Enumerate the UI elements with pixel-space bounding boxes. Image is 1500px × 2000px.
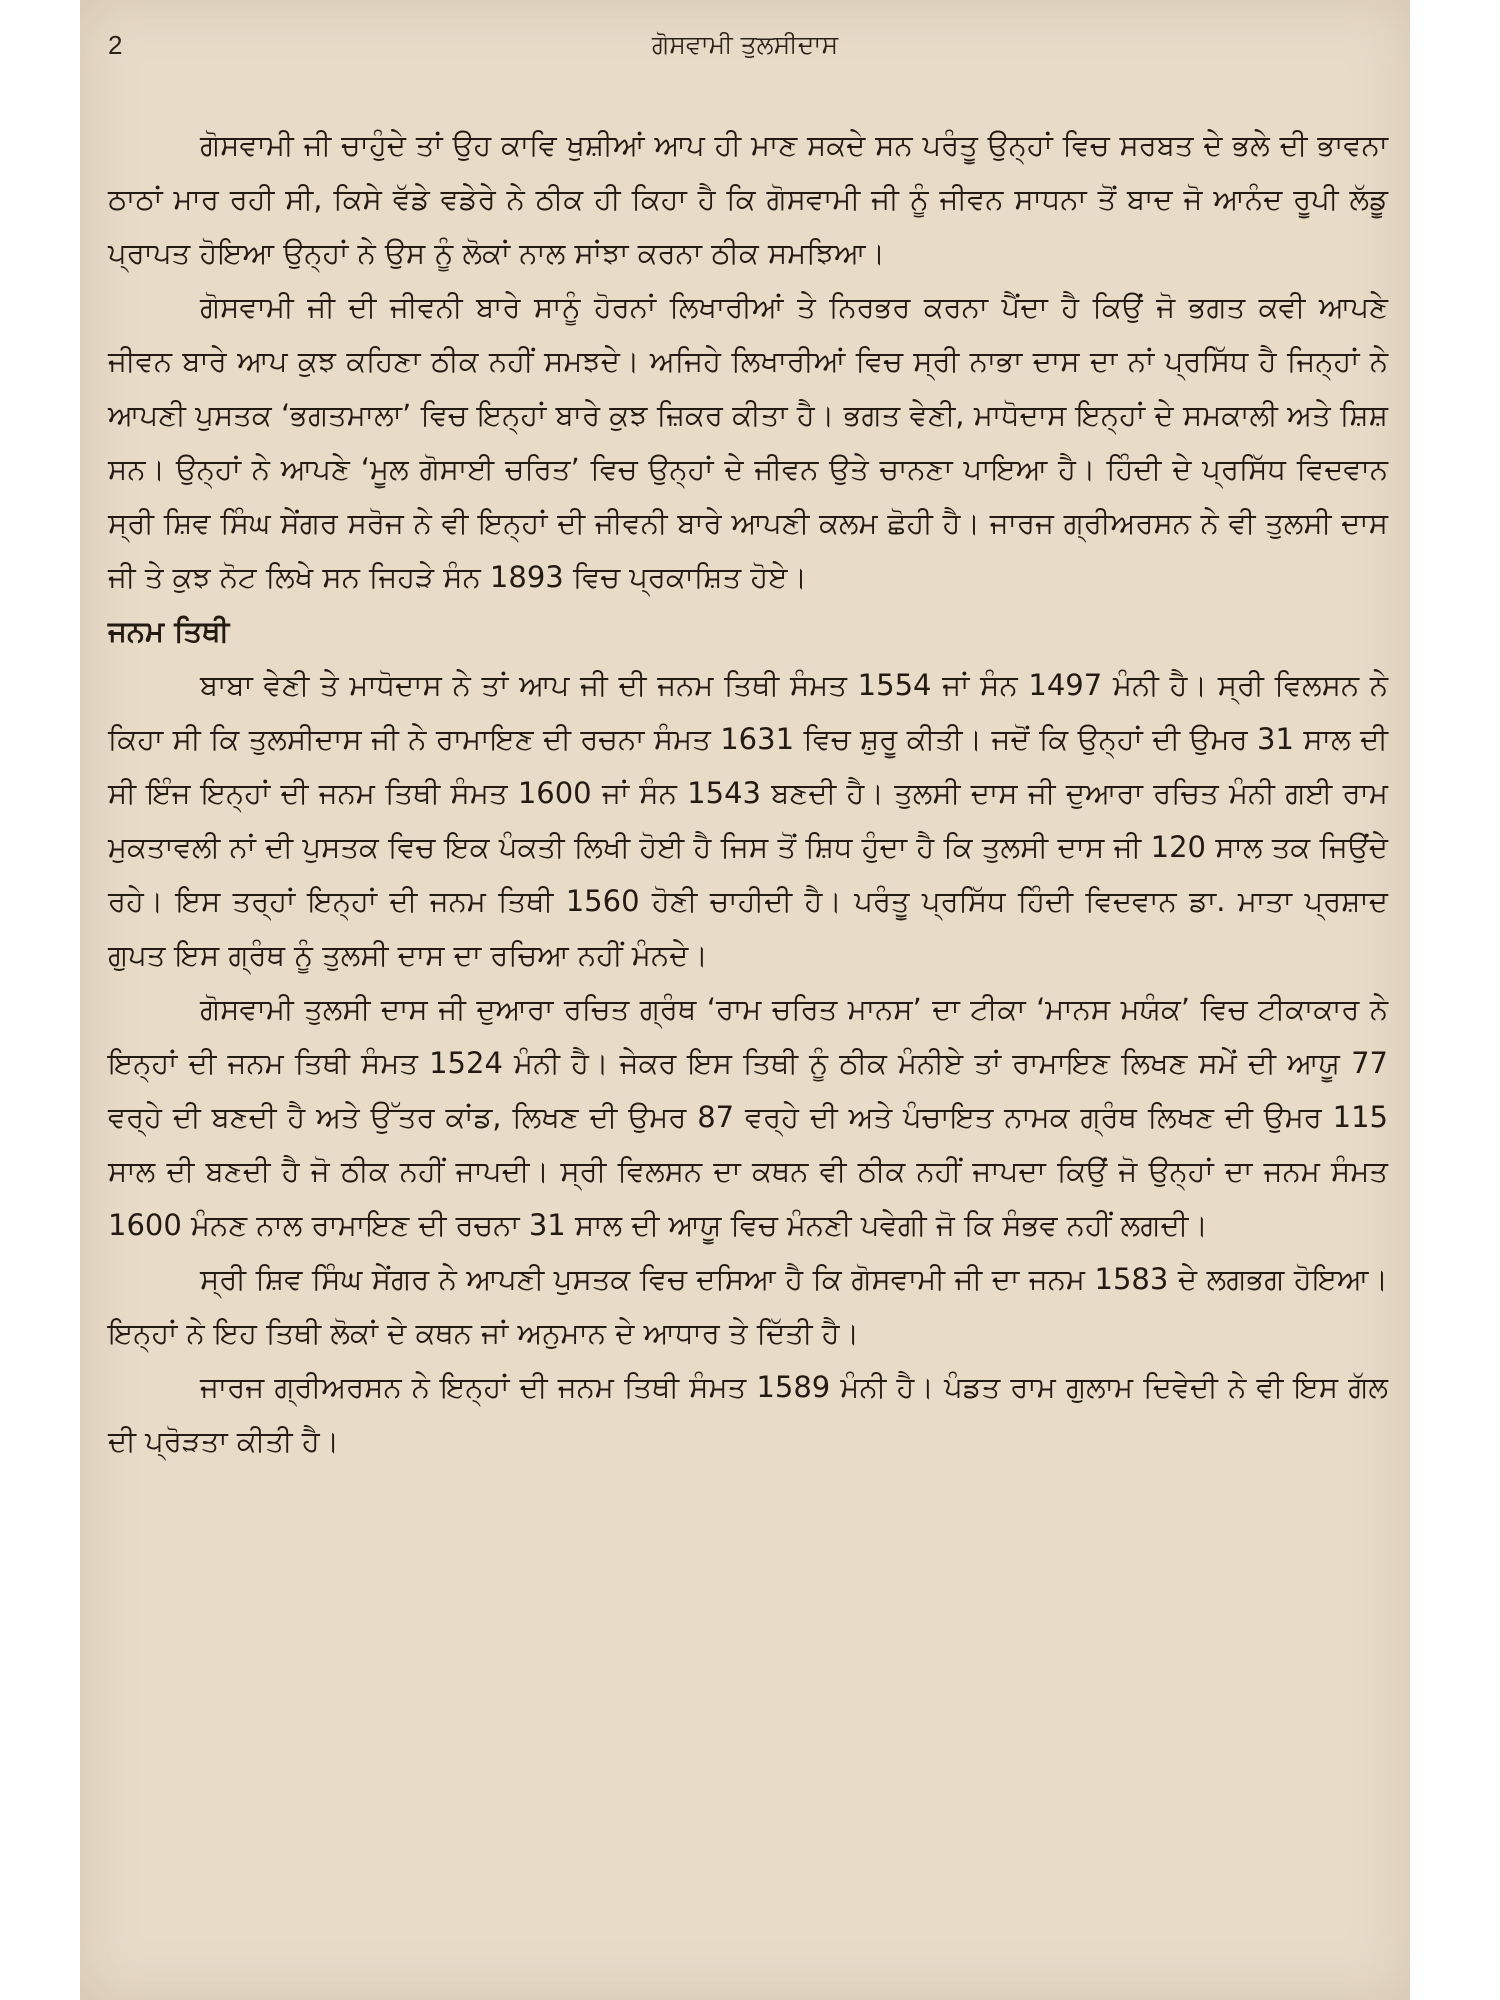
paragraph: ਗੋਸਵਾਮੀ ਤੁਲਸੀ ਦਾਸ ਜੀ ਦੁਆਰਾ ਰਚਿਤ ਗ੍ਰੰਥ ‘ਰਾਮ ਚਰਿਤ ਮਾਨਸ’ ਦਾ ਟੀਕਾ ‘ਮਾਨਸ ਮਯੰਕ’ ਵਿਚ ਟੀਕਾਕਾਰ ਨੇ ਇਨ੍ਹਾਂ ਦੀ ਜਨਮ ਤਿਥੀ ਸੰਮਤ 1524 ਮੰਨੀ ਹੈ। ਜੇਕਰ ਇਸ ਤਿਥੀ ਨੂੰ ਠੀਕ ਮੰਨੀਏ ਤਾਂ ਰਾਮਾਇਣ ਲਿਖਣ ਸਮੇਂ ਦੀ ਆਯੂ 77 ਵਰ੍ਹੇ ਦੀ ਬਣਦੀ ਹੈ ਅਤੇ ਉੱਤਰ ਕਾਂਡ, ਲਿਖਣ ਦੀ ਉਮਰ 87 ਵਰ੍ਹੇ ਦੀ ਅਤੇ ਪੰਚਾਇਤ ਨਾਮਕ ਗ੍ਰੰਥ ਲਿਖਣ ਦੀ ਉਮਰ 115 ਸਾਲ ਦੀ ਬਣਦੀ ਹੈ ਜੋ ਠੀਕ ਨਹੀਂ ਜਾਪਦੀ। ਸ੍ਰੀ ਵਿਲਸਨ ਦਾ ਕਥਨ ਵੀ ਠੀਕ ਨਹੀਂ ਜਾਪਦਾ ਕਿਉਂ ਜੋ ਉਨ੍ਹਾਂ ਦਾ ਜਨਮ ਸੰਮਤ 1600 ਮੰਨਣ ਨਾਲ ਰਾਮਾਇਣ ਦੀ ਰਚਨਾ 31 ਸਾਲ ਦੀ ਆਯੂ ਵਿਚ ਮੰਨਣੀ ਪਵੇਗੀ ਜੋ ਕਿ ਸੰਭਵ ਨਹੀਂ ਲਗਦੀ।: [108, 992, 1388, 1242]
scanned-page: [80, 0, 1410, 2000]
page-number: 2: [108, 30, 123, 60]
page-header: [80, 30, 1410, 70]
section-heading: ਜਨਮ ਤਿਥੀ: [108, 614, 230, 648]
paragraph: ਸ੍ਰੀ ਸ਼ਿਵ ਸਿੰਘ ਸੇਂਗਰ ਨੇ ਆਪਣੀ ਪੁਸਤਕ ਵਿਚ ਦਸਿਆ ਹੈ ਕਿ ਗੋਸਵਾਮੀ ਜੀ ਦਾ ਜਨਮ 1583 ਦੇ ਲਗਭਗ ਹੋਇਆ। ਇਨ੍ਹਾਂ ਨੇ ਇਹ ਤਿਥੀ ਲੋਕਾਂ ਦੇ ਕਥਨ ਜਾਂ ਅਨੁਮਾਨ ਦੇ ਆਧਾਰ ਤੇ ਦਿੱਤੀ ਹੈ।: [108, 1262, 1388, 1350]
paragraph: ਗੋਸਵਾਮੀ ਜੀ ਚਾਹੁੰਦੇ ਤਾਂ ਉਹ ਕਾਵਿ ਖੁਸ਼ੀਆਂ ਆਪ ਹੀ ਮਾਣ ਸਕਦੇ ਸਨ ਪਰੰਤੂ ਉਨ੍ਹਾਂ ਵਿਚ ਸਰਬਤ ਦੇ ਭਲੇ ਦੀ ਭਾਵਨਾ ਠਾਠਾਂ ਮਾਰ ਰਹੀ ਸੀ, ਕਿਸੇ ਵੱਡੇ ਵਡੇਰੇ ਨੇ ਠੀਕ ਹੀ ਕਿਹਾ ਹੈ ਕਿ ਗੋਸਵਾਮੀ ਜੀ ਨੂੰ ਜੀਵਨ ਸਾਧਨਾ ਤੋਂ ਬਾਦ ਜੋ ਆਨੰਦ ਰੂਪੀ ਲੱਡੂ ਪ੍ਰਾਪਤ ਹੋਇਆ ਉਨ੍ਹਾਂ ਨੇ ਉਸ ਨੂੰ ਲੋਕਾਂ ਨਾਲ ਸਾਂਝਾ ਕਰਨਾ ਠੀਕ ਸਮਝਿਆ।: [108, 128, 1388, 270]
paragraph: ਗੋਸਵਾਮੀ ਜੀ ਦੀ ਜੀਵਨੀ ਬਾਰੇ ਸਾਨੂੰ ਹੋਰਨਾਂ ਲਿਖਾਰੀਆਂ ਤੇ ਨਿਰਭਰ ਕਰਨਾ ਪੈਂਦਾ ਹੈ ਕਿਉਂ ਜੋ ਭਗਤ ਕਵੀ ਆਪਣੇ ਜੀਵਨ ਬਾਰੇ ਆਪ ਕੁਝ ਕਹਿਣਾ ਠੀਕ ਨਹੀਂ ਸਮਝਦੇ। ਅਜਿਹੇ ਲਿਖਾਰੀਆਂ ਵਿਚ ਸ੍ਰੀ ਨਾਭਾ ਦਾਸ ਦਾ ਨਾਂ ਪ੍ਰਸਿੱਧ ਹੈ ਜਿਨ੍ਹਾਂ ਨੇ ਆਪਣੀ ਪੁਸਤਕ ‘ਭਗਤਮਾਲਾ’ ਵਿਚ ਇਨ੍ਹਾਂ ਬਾਰੇ ਕੁਝ ਜ਼ਿਕਰ ਕੀਤਾ ਹੈ। ਭਗਤ ਵੇਣੀ, ਮਾਧੋਦਾਸ ਇਨ੍ਹਾਂ ਦੇ ਸਮਕਾਲੀ ਅਤੇ ਸ਼ਿਸ਼ ਸਨ। ਉਨ੍ਹਾਂ ਨੇ ਆਪਣੇ ‘ਮੂਲ ਗੋਸਾਈ ਚਰਿਤ’ ਵਿਚ ਉਨ੍ਹਾਂ ਦੇ ਜੀਵਨ ਉਤੇ ਚਾਨਣਾ ਪਾਇਆ ਹੈ। ਹਿੰਦੀ ਦੇ ਪ੍ਰਸਿੱਧ ਵਿਦਵਾਨ ਸ੍ਰੀ ਸ਼ਿਵ ਸਿੰਘ ਸੇਂਗਰ ਸਰੋਜ ਨੇ ਵੀ ਇਨ੍ਹਾਂ ਦੀ ਜੀਵਨੀ ਬਾਰੇ ਆਪਣੀ ਕਲਮ ਛੋਹੀ ਹੈ। ਜਾਰਜ ਗ੍ਰੀਅਰਸਨ ਨੇ ਵੀ ਤੁਲਸੀ ਦਾਸ ਜੀ ਤੇ ਕੁਝ ਨੋਟ ਲਿਖੇ ਸਨ ਜਿਹੜੇ ਸੰਨ 1893 ਵਿਚ ਪ੍ਰਕਾਸ਼ਿਤ ਹੋਏ।: [108, 290, 1388, 594]
running-title: ਗੋਸਵਾਮੀ ਤੁਲਸੀਦਾਸ: [651, 30, 839, 59]
paragraph: ਬਾਬਾ ਵੇਣੀ ਤੇ ਮਾਧੋਦਾਸ ਨੇ ਤਾਂ ਆਪ ਜੀ ਦੀ ਜਨਮ ਤਿਥੀ ਸੰਮਤ 1554 ਜਾਂ ਸੰਨ 1497 ਮੰਨੀ ਹੈ। ਸ੍ਰੀ ਵਿਲਸਨ ਨੇ ਕਿਹਾ ਸੀ ਕਿ ਤੁਲਸੀਦਾਸ ਜੀ ਨੇ ਰਾਮਾਇਣ ਦੀ ਰਚਨਾ ਸੰਮਤ 1631 ਵਿਚ ਸ਼ੁਰੂ ਕੀਤੀ। ਜਦੋਂ ਕਿ ਉਨ੍ਹਾਂ ਦੀ ਉਮਰ 31 ਸਾਲ ਦੀ ਸੀ ਇੰਜ ਇਨ੍ਹਾਂ ਦੀ ਜਨਮ ਤਿਥੀ ਸੰਮਤ 1600 ਜਾਂ ਸੰਨ 1543 ਬਣਦੀ ਹੈ। ਤੁਲਸੀ ਦਾਸ ਜੀ ਦੁਆਰਾ ਰਚਿਤ ਮੰਨੀ ਗਈ ਰਾਮ ਮੁਕਤਾਵਲੀ ਨਾਂ ਦੀ ਪੁਸਤਕ ਵਿਚ ਇਕ ਪੰਕਤੀ ਲਿਖੀ ਹੋਈ ਹੈ ਜਿਸ ਤੋਂ ਸ਼ਿਧ ਹੁੰਦਾ ਹੈ ਕਿ ਤੁਲਸੀ ਦਾਸ ਜੀ 120 ਸਾਲ ਤਕ ਜਿਉਂਦੇ ਰਹੇ। ਇਸ ਤਰ੍ਹਾਂ ਇਨ੍ਹਾਂ ਦੀ ਜਨਮ ਤਿਥੀ 1560 ਹੋਣੀ ਚਾਹੀਦੀ ਹੈ। ਪਰੰਤੂ ਪ੍ਰਸਿੱਧ ਹਿੰਦੀ ਵਿਦਵਾਨ ਡਾ. ਮਾਤਾ ਪ੍ਰਸ਼ਾਦ ਗੁਪਤ ਇਸ ਗ੍ਰੰਥ ਨੂੰ ਤੁਲਸੀ ਦਾਸ ਦਾ ਰਚਿਆ ਨਹੀਂ ਮੰਨਦੇ।: [108, 668, 1388, 972]
paragraph: ਜਾਰਜ ਗ੍ਰੀਅਰਸਨ ਨੇ ਇਨ੍ਹਾਂ ਦੀ ਜਨਮ ਤਿਥੀ ਸੰਮਤ 1589 ਮੰਨੀ ਹੈ। ਪੰਡਤ ਰਾਮ ਗੁਲਾਮ ਦਿਵੇਦੀ ਨੇ ਵੀ ਇਸ ਗੱਲ ਦੀ ਪ੍ਰੋੜਤਾ ਕੀਤੀ ਹੈ।: [108, 1370, 1388, 1458]
body-text: [108, 118, 1388, 1468]
